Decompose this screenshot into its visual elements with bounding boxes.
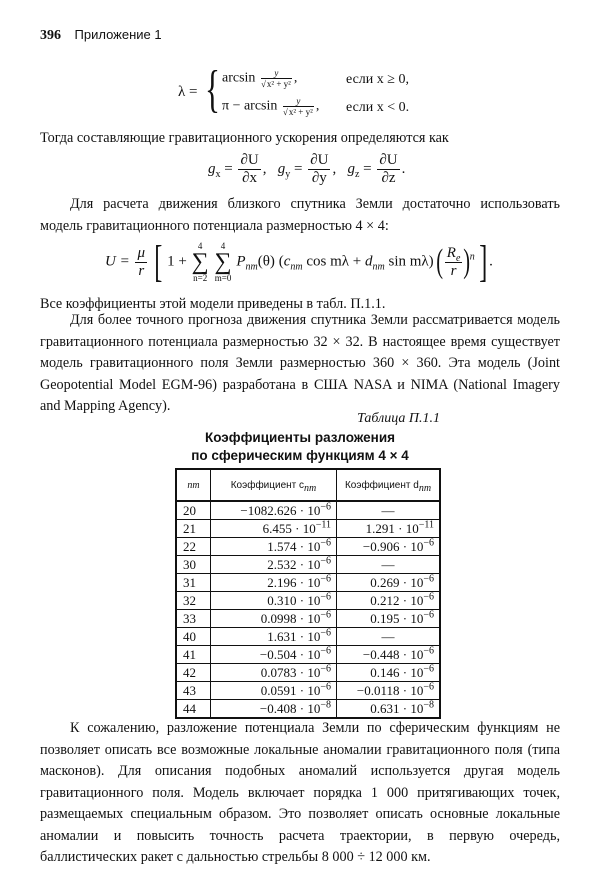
cell-d-mantissa: −0.0118 xyxy=(356,682,400,698)
table-row xyxy=(176,628,440,646)
table-row xyxy=(176,574,440,592)
header-d-sub: nm xyxy=(418,482,432,494)
gz-num: ∂U xyxy=(379,152,398,168)
table-row xyxy=(176,664,440,682)
cell-d xyxy=(337,610,441,628)
cell-d-exponent: −8 xyxy=(423,699,434,711)
cell-c-base: · 10 xyxy=(296,700,321,716)
cell-nm: 44 xyxy=(176,700,211,719)
lambda-row2-prefix: π − arcsin xyxy=(222,98,278,114)
header-d-label: Коэффициент d xyxy=(344,479,419,491)
cell-c-mantissa: 1.574 xyxy=(267,538,297,554)
lambda-equation xyxy=(150,61,450,122)
cell-d-base: · 10 xyxy=(399,700,424,716)
cell-c xyxy=(211,592,337,610)
cell-d xyxy=(337,664,441,682)
cell-c xyxy=(211,682,337,700)
cell-d-base: · 10 xyxy=(399,682,424,698)
cell-c-base: · 10 xyxy=(296,538,321,554)
cell-nm: 32 xyxy=(176,592,211,610)
cell-c-base: · 10 xyxy=(296,502,321,518)
cell-c-base: · 10 xyxy=(291,520,316,536)
cell-c-exponent: −6 xyxy=(320,573,331,585)
lambda-row1-den: x² + y² xyxy=(266,79,291,89)
cell-c-base: · 10 xyxy=(296,664,321,680)
cell-c-exponent: −6 xyxy=(320,627,331,639)
lambda-row2-den: x² + y² xyxy=(288,107,313,117)
p-symbol: P xyxy=(236,253,246,270)
cell-d-mantissa: 0.195 xyxy=(370,610,400,626)
header-nm-text: nm xyxy=(187,479,200,491)
lambda-row-2 xyxy=(222,96,319,117)
header-d xyxy=(337,469,441,501)
table-row xyxy=(176,682,440,700)
paragraph-2: Для расчета движения близкого спутника Земли достаточно использовать модель гравитационного потенциала размерностью 4 × 4: xyxy=(40,196,560,234)
header-c-sub: nm xyxy=(304,482,317,494)
re-sub: e xyxy=(455,252,461,264)
gz-fraction xyxy=(377,152,399,187)
cell-d-exponent: −6 xyxy=(423,537,434,549)
header-title: Приложение 1 xyxy=(74,27,162,42)
cell-c-base: · 10 xyxy=(296,556,321,572)
paragraph-4: Для более точного прогноза движения спутника Земли рассматривается модель гравитационного потенциала размерностью 32 × 32. В настоящее время существует модель гравитационного поля Земли размерностью 360 × 360. Эта модель (Joint Geopotential Model EGM-96) разработана в США NASA и NIMA (National Imagery and Mapping Agency). xyxy=(40,312,560,414)
cell-nm: 21 xyxy=(176,520,211,538)
gx-fraction xyxy=(238,152,260,187)
cell-c-exponent: −11 xyxy=(315,519,331,531)
cell-c xyxy=(211,574,337,592)
running-header xyxy=(40,27,162,44)
table-row xyxy=(176,610,440,628)
cell-c-mantissa: 0.0998 xyxy=(260,610,297,626)
table-title-line-2: по сферическим функциям 4 × 4 xyxy=(191,448,409,463)
cell-d-base: · 10 xyxy=(399,592,424,608)
gx-num: ∂U xyxy=(240,152,259,168)
table-caption: Таблица П.1.1 xyxy=(357,411,440,426)
cell-c-exponent: −6 xyxy=(320,555,331,567)
r2-symbol: r xyxy=(450,262,457,279)
gy-num: ∂U xyxy=(310,152,329,168)
table-row xyxy=(176,501,440,520)
cell-c-mantissa: 0.0783 xyxy=(260,664,297,680)
cell-c-exponent: −6 xyxy=(320,645,331,657)
cell-d-mantissa: −0.448 xyxy=(362,646,400,662)
cell-c-exponent: −6 xyxy=(320,609,331,621)
header-nm xyxy=(176,469,211,501)
cell-c-mantissa: 2.196 xyxy=(267,574,297,590)
lambda-lhs: λ = xyxy=(178,84,198,100)
cell-d-mantissa: −0.906 xyxy=(362,538,400,554)
cell-d-mantissa: 0.146 xyxy=(370,664,400,680)
sum-n: 4 ∑ n=2 xyxy=(191,241,209,283)
gy-fraction xyxy=(308,152,330,187)
power-n: n xyxy=(469,251,475,263)
cell-c-base: · 10 xyxy=(296,628,321,644)
left-bracket: [ xyxy=(154,237,163,286)
cell-nm: 40 xyxy=(176,628,211,646)
cell-d-mantissa: 0.631 xyxy=(370,700,400,716)
cell-d-mantissa: 0.269 xyxy=(370,574,400,590)
lambda-row1-trail: , xyxy=(293,70,298,86)
cell-d xyxy=(337,682,441,700)
header-c-label: Коэффициент c xyxy=(230,479,305,491)
cell-c-mantissa: −0.504 xyxy=(259,646,297,662)
gy-den: ∂y xyxy=(311,170,327,186)
cell-c-exponent: −6 xyxy=(320,591,331,603)
coefficients-table xyxy=(175,468,441,719)
sum-n-top: 4 xyxy=(197,241,203,251)
cell-nm: 30 xyxy=(176,556,211,574)
cell-c xyxy=(211,501,337,520)
sum-m: 4 ∑ m=0 xyxy=(214,241,232,283)
cell-nm: 22 xyxy=(176,538,211,556)
cell-c-mantissa: 6.455 xyxy=(262,520,292,536)
cell-d: — xyxy=(337,501,441,520)
gx-symbol: g xyxy=(208,160,216,177)
cell-c-mantissa: −1082.626 xyxy=(240,502,297,518)
lambda-row2-trail: , xyxy=(315,98,320,114)
cell-c-base: · 10 xyxy=(296,646,321,662)
eq-end: . xyxy=(489,253,493,270)
cell-c xyxy=(211,520,337,538)
lambda-cond-2: если x < 0. xyxy=(346,100,410,115)
cell-c-base: · 10 xyxy=(296,592,321,608)
cell-c-exponent: −6 xyxy=(320,663,331,675)
cell-d-exponent: −6 xyxy=(423,645,434,657)
cell-d-exponent: −6 xyxy=(423,663,434,675)
right-paren: ) xyxy=(463,243,471,280)
left-paren: ( xyxy=(436,243,444,280)
cell-d xyxy=(337,574,441,592)
one-plus: 1 + xyxy=(167,253,187,270)
cell-nm: 41 xyxy=(176,646,211,664)
lambda-row2-num: y xyxy=(296,96,301,106)
gy-symbol: g xyxy=(277,160,286,177)
u-lhs: U = xyxy=(105,253,130,270)
cell-c-base: · 10 xyxy=(296,574,321,590)
cell-c-base: · 10 xyxy=(296,610,321,626)
cos-term: cos mλ + xyxy=(306,253,365,270)
cell-c xyxy=(211,664,337,682)
page-number: 396 xyxy=(40,28,61,43)
gx-sub: x xyxy=(215,168,221,180)
mu-symbol: μ xyxy=(137,244,145,261)
c-sub: nm xyxy=(290,261,303,273)
cell-nm: 31 xyxy=(176,574,211,592)
cell-nm: 43 xyxy=(176,682,211,700)
cell-d-exponent: −6 xyxy=(423,681,434,693)
cell-d xyxy=(337,700,441,719)
cell-nm: 33 xyxy=(176,610,211,628)
cell-c-mantissa: 2.532 xyxy=(267,556,297,572)
cell-d xyxy=(337,520,441,538)
cell-c-mantissa: 0.310 xyxy=(267,592,297,608)
table-row xyxy=(176,520,440,538)
sum-m-bottom: m=0 xyxy=(214,273,232,283)
p-sub: nm xyxy=(245,261,258,273)
mu-over-r xyxy=(135,245,147,280)
cell-d xyxy=(337,592,441,610)
table-row xyxy=(176,592,440,610)
re-symbol: R xyxy=(446,244,456,261)
lambda-row1-fraction: $\frac{y}{\text{√x² + y²}}$ xyxy=(260,68,291,89)
cell-c-mantissa: −0.408 xyxy=(259,700,297,716)
gz-den: ∂z xyxy=(381,170,396,186)
lambda-brace: { xyxy=(204,61,220,118)
lambda-row-1 xyxy=(222,68,297,89)
r-symbol: r xyxy=(138,262,145,279)
cell-d xyxy=(337,538,441,556)
cell-nm: 20 xyxy=(176,501,211,520)
header-c xyxy=(211,469,337,501)
table-row xyxy=(176,556,440,574)
cell-c xyxy=(211,646,337,664)
cell-c xyxy=(211,556,337,574)
cell-c-mantissa: 0.0591 xyxy=(260,682,297,698)
cell-d-base: · 10 xyxy=(399,646,424,662)
right-bracket: ] xyxy=(479,237,488,286)
theta: (θ) xyxy=(257,253,275,270)
cell-c xyxy=(211,700,337,719)
sum-m-top: 4 xyxy=(220,241,226,251)
cell-d-mantissa: 0.212 xyxy=(370,592,400,608)
sum-n-bottom: n=2 xyxy=(193,273,208,283)
cell-c xyxy=(211,628,337,646)
d-symbol: d xyxy=(365,253,373,270)
gz-symbol: g xyxy=(347,160,355,177)
cell-c-base: · 10 xyxy=(296,682,321,698)
cell-c-exponent: −6 xyxy=(320,681,331,693)
cell-d: — xyxy=(337,628,441,646)
gy-sub: y xyxy=(285,168,291,180)
cell-c xyxy=(211,610,337,628)
table-body xyxy=(176,501,440,718)
cell-c-mantissa: 1.631 xyxy=(267,628,297,644)
paragraph-1: Тогда составляющие гравитационного ускорения определяются как xyxy=(40,130,449,146)
table-header-row xyxy=(176,469,440,501)
gx-den: ∂x xyxy=(242,170,258,186)
cell-c-exponent: −8 xyxy=(320,699,331,711)
cell-d-exponent: −6 xyxy=(423,591,434,603)
d-sub: nm xyxy=(372,261,385,273)
cell-d-exponent: −11 xyxy=(418,519,434,531)
cell-d xyxy=(337,646,441,664)
table-title-line-1: Коэффициенты разложения xyxy=(205,430,395,445)
cell-d-base: · 10 xyxy=(399,574,424,590)
cell-d-base: · 10 xyxy=(399,610,424,626)
lambda-row2-fraction: $\frac{y}{\text{√x² + y²}}$ xyxy=(282,96,313,117)
table-row xyxy=(176,700,440,719)
lambda-cond-1: если x ≥ 0, xyxy=(346,72,409,87)
cell-d-mantissa: 1.291 xyxy=(365,520,395,536)
cell-d-base: · 10 xyxy=(394,520,419,536)
paragraph-3: Все коэффициенты этой модели приведены в табл. П.1.1. xyxy=(40,296,386,312)
lambda-row1-func: arcsin xyxy=(222,70,256,86)
table-row xyxy=(176,538,440,556)
cell-d: — xyxy=(337,556,441,574)
gz-sub: z xyxy=(354,168,360,180)
cell-d-base: · 10 xyxy=(399,538,424,554)
re-over-r xyxy=(445,245,463,280)
potential-equation: U = $\frac{\mu}{r}$ [ 1 + 4 ∑ n=2 4 ∑ m=0 $P_{nm}(\theta)$ ($c_{nm}$ $\cos m\lambda + d_{nm}$ sin mλ) ( $\frac{R_e}{r}$ )$^n$ ]. xyxy=(105,237,493,286)
lambda-row1-num: y xyxy=(274,68,279,78)
cell-nm: 42 xyxy=(176,664,211,682)
gravity-components-equation: $g_x$ = $\frac{\partial U}{\partial x}$ , $g_y$ = $\frac{\partial U}{\partial y}$ , $g_z$ = $\frac{\partial U}{\partial z}$ . xyxy=(208,152,406,186)
cell-c-exponent: −6 xyxy=(320,501,331,513)
cell-d-exponent: −6 xyxy=(423,573,434,585)
table-row xyxy=(176,646,440,664)
cell-c-exponent: −6 xyxy=(320,537,331,549)
sin-term: sin mλ) xyxy=(388,253,434,270)
cell-d-base: · 10 xyxy=(399,664,424,680)
cell-c xyxy=(211,538,337,556)
paragraph-5: К сожалению, разложение потенциала Земли по сферическим функциям не позволяет описать все возможные локальные аномалии гравитационного поля (типа масконов). Для описания подобных аномалий используется другая модель гравитационного поля. Модель включает порядка 1 000 притягивающих точек, размещаемых специальным образом. Это позволяет описать основные локальные аномалии и повысить точность расчета траектории, в первую очередь, баллистических ракет с дальностью стрельбы 8 000 ÷ 12 000 км. xyxy=(40,720,560,865)
cell-d-exponent: −6 xyxy=(423,609,434,621)
c-symbol: c xyxy=(283,253,291,270)
